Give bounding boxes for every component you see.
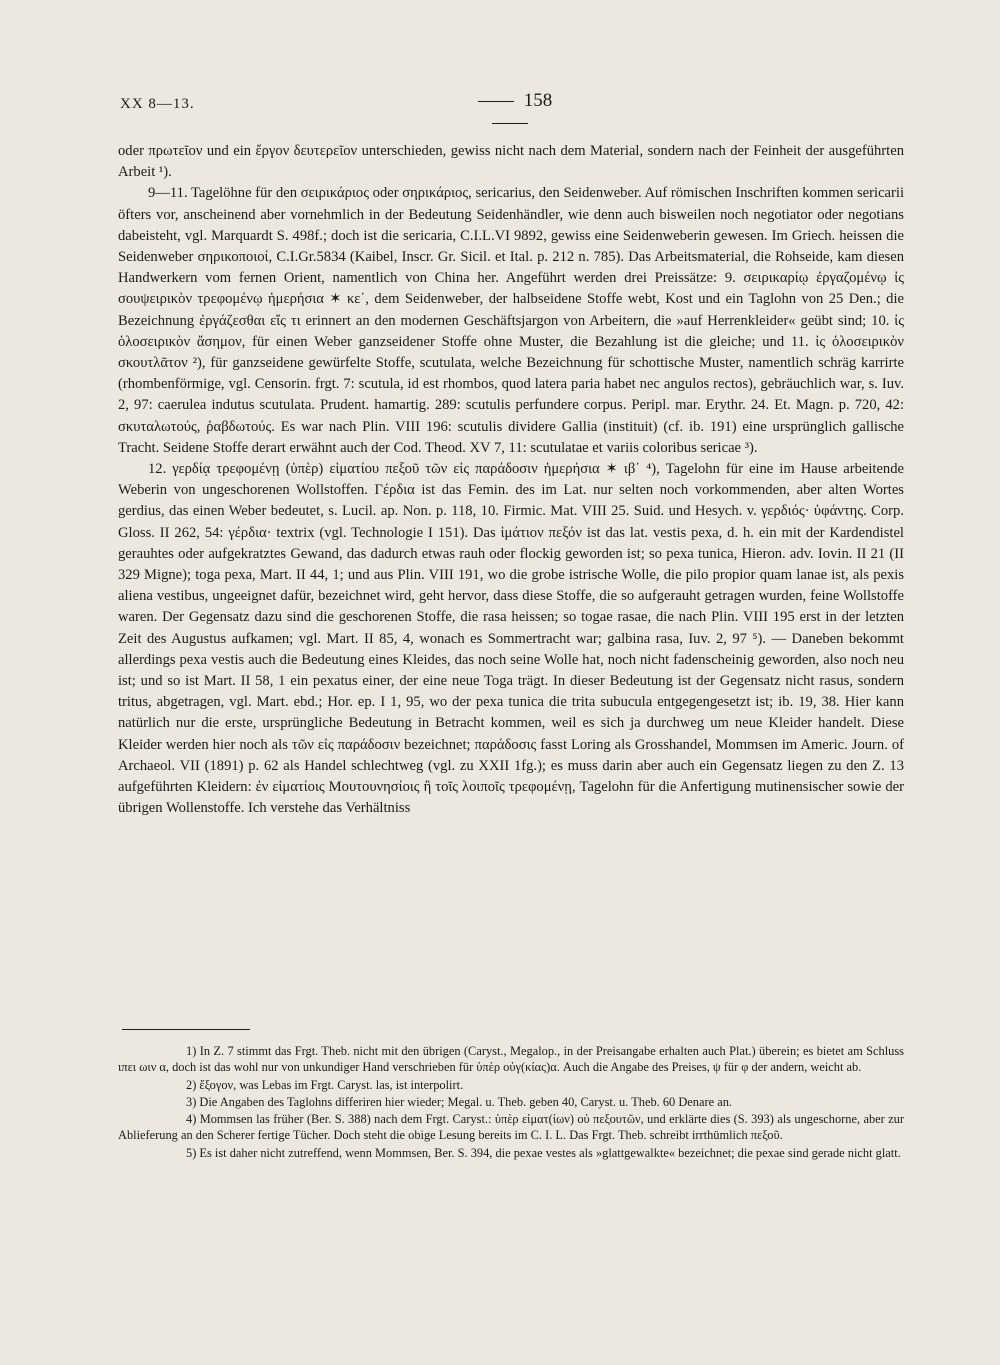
header-rule-left: [478, 101, 514, 102]
footnote: 1) In Z. 7 stimmt das Frgt. Theb. nicht mit den übrigen (Caryst., Megalop., in der Preisangabe erhalten auch Plat.) überein; es bietet am Schluss ιπει ωιν α, doch ist das wohl nur von unkundiger Hand verschrieben für ὑπὲρ οὐγ(κίας)α. Auch die Angabe des Preises, ψ für φ der andern, weicht ab.: [118, 1044, 904, 1075]
header-rule-right: [492, 123, 528, 124]
footnote-divider: [122, 1029, 250, 1030]
footnote: 3) Die Angaben des Taglohns differiren hier wieder; Megal. u. Theb. geben 40, Caryst. u. Theb. 60 Denare an.: [186, 1094, 733, 1109]
page-number: 158: [523, 90, 553, 111]
footnote: 2) ἔξογον, was Lebas im Frgt. Caryst. las, ist interpolirt.: [186, 1077, 464, 1092]
section-reference: XX 8—13.: [120, 96, 195, 112]
body-text: [118, 141, 904, 820]
page-number-header: [440, 90, 580, 134]
footnote: 5) Es ist daher nicht zutreffend, wenn Mommsen, Ber. S. 394, die pexae vestes als »glattgewalkte« bezeichnet; die pexae sind gerade nicht glatt.: [186, 1145, 901, 1160]
paragraph: 9—11. Tagelöhne für den σειρικάριος oder σηρικάριος, sericarius, den Seidenweber. Auf römischen Inschriften kommen sericarii öfters vor, anscheinend aber vornehmlich in der Bedeutung Seidenhändler, wie denn auch bisweilen noch negotiator oder negotians dabeisteht, vgl. Marquardt S. 498f.; doch ist die sericaria, C.I.L.VI 9892, gewiss eine Seidenweberin gewesen. Im Griech. heissen die Seidenweber σηρικοποιοί, C.I.Gr.5834 (Kaibel, Inscr. Gr. Sicil. et Ital. p. 212 n. 785). Das Arbeitsmaterial, die Rohseide, kam diesen Handwerkern vom fernen Orient, namentlich von China her. Angeführt werden drei Preissätze: 9. σειρικαρίῳ ἐργαζομένῳ ἰς σουψειρικὸν τρεφομένῳ ἡμερήσια ✶ κε΄, dem Seidenweber, der halbseidene Stoffe webt, Kost und ein Taglohn von 25 Den.; die Bezeichnung ἐργάζεσθαι εἴς τι erinnert an den modernen Geschäftsjargon von Arbeitern, die »auf Herrenkleider« geübt sind; 10. ἰς ὁλοσειρικὸν ἄσημον, für einen Weber ganzseidener Stoffe ohne Muster, die Bezahlung ist die gleiche; und 11. ἰς ὁλοσειρικὸν σκουτλᾶτον ²), für ganzseidene gewürfelte Stoffe, scutulata, welche Bezeichnung für schottische Muster, namentlich schräg karrirte (rhombenförmige, vgl. Censorin. frgt. 7: scutula, id est rhombos, quod latera paria habet nec angulos rectos), gebräuchlich war, s. Iuv. 2, 97: caerulea indutus scutulata. Prudent. hamartig. 289: scutulis perfundere corpus. Peripl. mar. Erythr. 24. Et. Magn. p. 720, 42: σκυταλωτούς, ῥαβδωτούς. Es war nach Plin. VIII 196: scutulis dividere Gallia (instituit) (cf. ib. 191) eine ursprünglich gallische Tracht. Seidene Stoffe derart erwähnt auch der Cod. Theod. XV 7, 11: scutulatae et variis coloribus sericae ³).: [118, 185, 904, 456]
footnote: 4) Mommsen las früher (Ber. S. 388) nach dem Frgt. Caryst.: ὑπὲρ εἱματ(ίων) οὐ πεξουτῶν, und erklärte dies (S. 393) als ungeschorne, aber zur Ablieferung an den Scherer fertige Tücher. Doch steht die obige Lesung bereits im C. I. L. Das Frgt. Theb. schreibt irrthümlich πεξοῦ.: [118, 1112, 904, 1143]
paragraph: oder πρωτεῖον und ein ἔργον δευτερεῖον unterschieden, gewiss nicht nach dem Material, sondern nach der Feinheit der ausgeführten Arbeit ¹).: [118, 143, 904, 181]
paragraph: 12. γερδίᾳ τρεφομένῃ (ὑπὲρ) εἱματίου πεξοῦ τῶν εἰς παράδοσιν ἡμερήσια ✶ ιβ΄ ⁴), Tagelohn für eine im Hause arbeitende Weberin von ungeschorenen Wollstoffen. Γέρδια ist das Femin. des im Lat. nur selten noch vorkommenden, aber alten Wortes gerdius, das einen Weber bedeutet, s. Lucil. ap. Non. p. 118, 10. Firmic. Mat. VIII 25. Suid. und Hesych. v. γερδιός· ὑφάντης. Corp. Gloss. II 262, 54: γέρδια· textrix (vgl. Technologie I 151). Das ἱμάτιον πεξόν ist das lat. vestis pexa, d. h. ein mit der Kardendistel gerauhtes oder aufgekratztes Gewand, das dadurch etwas rauh oder flockig geworden ist; so pexa tunica, Hieron. adv. Iovin. II 21 (II 329 Migne); toga pexa, Mart. II 44, 1; und aus Plin. VIII 191, wo die grobe istrische Wolle, die pilo propior quam lanae ist, als pexis aliena vestibus, ungeeignet dafür, bezeichnet wird, geht hervor, dass diese Stoffe, die so aufgerauht getragen wurden, feine Wollstoffe waren. Der Gegensatz dazu sind die geschorenen Stoffe, die rasa heissen; so togae rasae, die nach Plin. VIII 195 erst in der letzten Zeit des Augustus aufkamen; vgl. Mart. II 85, 4, wonach es Sommertracht war; galbina rasa, Iuv. 2, 97 ⁵). — Daneben bekommt allerdings pexa vestis auch die Bedeutung eines Kleides, das noch seine Wolle hat, noch nicht fadenscheinig geworden, also noch neu ist; und so ist Mart. II 58, 1 ein pexatus einer, der eine neue Toga trägt. In dieser Bedeutung ist der Gegensatz nicht rasus, sondern tritus, abgetragen, vgl. Mart. ebd.; Hor. ep. I 1, 95, wo der pexa tunica die trita subucula entgegengesetzt ist; ib. 19, 38. Hier kann natürlich nur die erste, ursprüngliche Bedeutung in Betracht kommen, weil es sich ja durchweg um neue Kleider handelt. Diese Kleider werden hier noch als τῶν εἰς παράδοσιν bezeichnet; παράδοσις fasst Loring als Grosshandel, Mommsen im Americ. Journ. of Archaeol. VII (1891) p. 62 als Handel schlechtweg (vgl. zu XXII 1fg.); es muss darin aber auch ein Gegensatz liegen zu den Z. 13 aufgeführten Kleidern: ἐν εἱματίοις Μουτουνησίοις ἢ τοῖς λοιποῖς τρεφομένῃ, Tagelohn für die Anfertigung mutinensischer sowie der übrigen Wollenstoffe. Ich verstehe das Verhältniss: [118, 461, 904, 817]
footnotes: [118, 1043, 904, 1162]
